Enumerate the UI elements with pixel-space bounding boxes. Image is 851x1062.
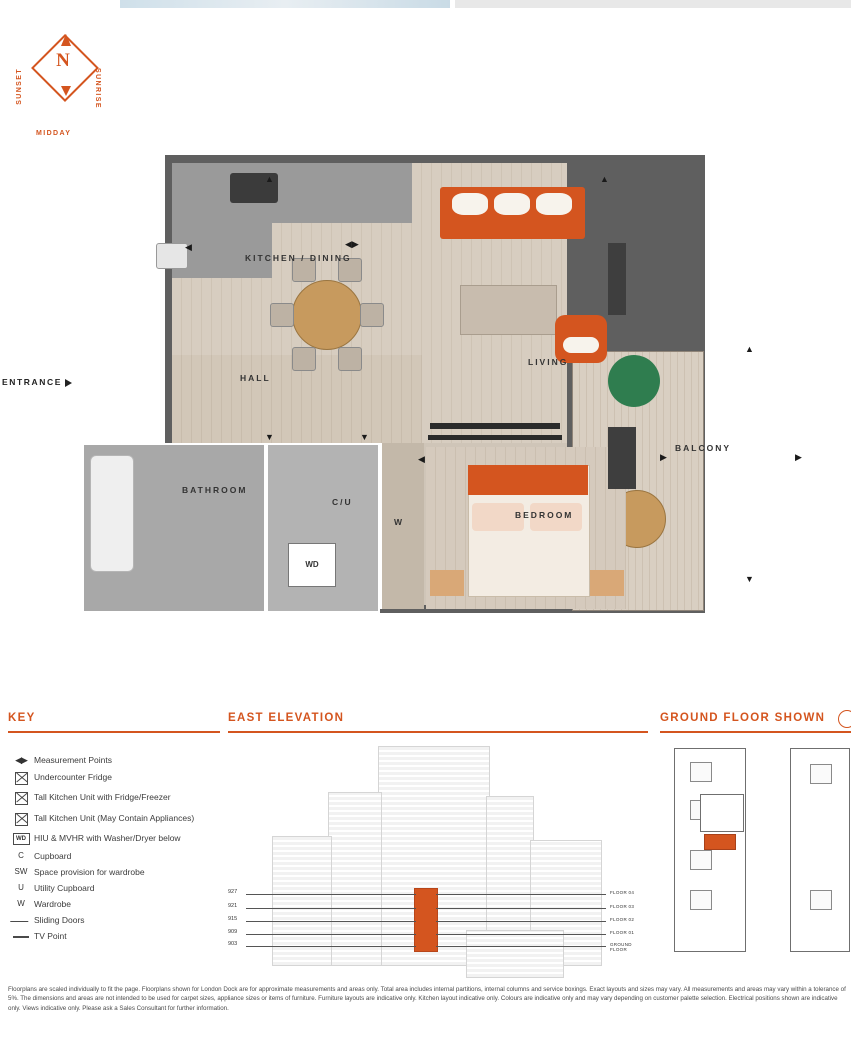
compass-needle-south-icon <box>61 86 71 96</box>
measurement-point-2: ▲ <box>600 174 609 184</box>
keyplan-unit-e <box>810 764 832 784</box>
measurement-point-8: ▶ <box>660 452 667 462</box>
key-item-label: Undercounter Fridge <box>34 771 112 782</box>
key-item-label: Sliding Doors <box>34 915 85 925</box>
key-item <box>8 755 213 766</box>
keyplan-core <box>700 794 744 832</box>
elevation-left-label: 927 <box>228 889 238 895</box>
armchair-cushion-icon <box>563 337 599 353</box>
sw-letter-icon: SW <box>14 866 28 876</box>
elevation-leader-1 <box>246 894 416 895</box>
elevation-leader-4 <box>246 934 416 935</box>
balcony-plant-icon <box>608 355 660 407</box>
measurement-point-3: ◀ <box>185 242 192 252</box>
dining-chair-3-icon <box>270 303 294 327</box>
elevation-tower-mid-left <box>328 792 382 966</box>
key-item <box>8 899 213 910</box>
tall-kitchen-unit-icon <box>8 813 34 828</box>
dining-table-icon <box>292 280 362 350</box>
wd-icon <box>8 833 34 845</box>
room-label-hall: HALL <box>240 373 271 383</box>
room-label-balcony: BALCONY <box>675 443 732 453</box>
measurement-point-5: ▼ <box>265 432 274 442</box>
key-item-label: Utility Cupboard <box>34 882 95 893</box>
elevation-podium <box>466 930 564 978</box>
elevation-leader-r1 <box>436 894 606 895</box>
undercounter-fridge-icon <box>8 772 34 787</box>
bathtub-icon <box>90 455 134 572</box>
ground-floor-compass-icon <box>838 710 851 728</box>
room-label-wardrobe: W <box>394 517 403 527</box>
compass-midday-label: MIDDAY <box>36 130 72 137</box>
structural-column-1 <box>608 243 626 315</box>
c-letter-icon: C <box>18 850 24 860</box>
elevation-rule <box>228 731 648 733</box>
keyplan-highlighted-unit <box>704 834 736 850</box>
keyplan-unit-a <box>690 762 712 782</box>
elevation-left-label: 903 <box>228 941 238 947</box>
entrance-arrow-icon <box>65 379 72 387</box>
key-item-label: Measurement Points <box>34 755 112 765</box>
nightstand-left-icon <box>430 570 464 596</box>
key-item-label: Cupboard <box>34 850 72 861</box>
key-item <box>8 813 213 828</box>
floorplan-drawing <box>2 155 802 617</box>
page-top-strip <box>0 0 851 10</box>
compass-needle-north-icon <box>61 34 71 46</box>
key-legend-list <box>8 755 213 947</box>
measurement-point-10: ▼ <box>745 574 754 584</box>
key-item-label: Tall Kitchen Unit with Fridge/Freezer <box>34 792 171 802</box>
w-letter-icon: W <box>17 898 25 908</box>
nightstand-right-icon <box>590 570 624 596</box>
east-elevation-diagram <box>228 740 648 960</box>
elevation-section-title: EAST ELEVATION <box>228 712 345 724</box>
measurement-points-icon: ◀▶ <box>15 755 27 765</box>
dining-chair-4-icon <box>360 303 384 327</box>
compass-north-label: N <box>56 50 70 71</box>
key-item <box>8 833 213 845</box>
u-letter-icon: U <box>18 882 24 892</box>
header-image-sliver <box>120 0 450 8</box>
key-item-label: Tall Kitchen Unit (May Contain Appliances) <box>34 812 195 823</box>
washer-dryer-label: WD <box>305 560 319 569</box>
measurement-point-11: ▶ <box>795 452 802 462</box>
key-section-title: KEY <box>8 712 36 724</box>
room-label-cu: C/U <box>332 497 353 507</box>
coffee-table-icon <box>460 285 557 335</box>
dining-chair-6-icon <box>338 347 362 371</box>
elevation-leader-r3 <box>436 921 606 922</box>
elevation-right-label: FLOOR 04 <box>610 890 635 895</box>
elevation-right-label: FLOOR 01 <box>610 930 635 935</box>
elevation-leader-r5 <box>436 946 606 947</box>
key-rule <box>8 731 220 733</box>
ground-floor-rule <box>660 731 851 733</box>
elevation-right-label: GROUND FLOOR <box>610 942 632 952</box>
room-label-bedroom: BEDROOM <box>515 510 574 520</box>
tv-point-icon <box>8 931 34 940</box>
keyplan-unit-d <box>690 890 712 910</box>
elevation-leader-3 <box>246 921 416 922</box>
key-item <box>8 867 213 878</box>
keyplan-unit-f <box>810 890 832 910</box>
sliding-doors-icon <box>8 915 34 924</box>
elevation-right-label: FLOOR 03 <box>610 904 635 909</box>
elevation-highlighted-stack <box>414 888 438 952</box>
plan-cupboard-area <box>266 443 380 613</box>
entrance-label: ENTRANCE <box>2 377 63 387</box>
compass-rose <box>8 30 118 137</box>
key-item <box>8 792 213 807</box>
elevation-leader-2 <box>246 908 416 909</box>
measurement-point-4: ◀▶ <box>345 239 359 249</box>
wd-icon-letters: WD <box>13 833 30 845</box>
tall-kitchen-unit-fridge-freezer-icon <box>8 792 34 807</box>
washer-dryer-box <box>288 543 336 587</box>
measurement-point-6: ▼ <box>360 432 369 442</box>
keyplan-unit-c <box>690 850 712 870</box>
elevation-right-label: FLOOR 02 <box>610 917 635 922</box>
bed-headboard-icon <box>468 465 588 495</box>
disclaimer-text: Floorplans are scaled individually to fit the page. Floorplans shown for London Dock are for approximate measurements and areas only. Total area includes internal partitions, internal columns and service boxings. Exact layouts and sizes may vary. All measurements and areas may vary within a tolerance of 5%. The dimensions and areas are not intended to be used for carpet sizes, appliance sizes or items of furniture. Furniture layouts are indicative only. Kitchen layout indicative only. Colours are indicative only and may vary depending on customer palette selection. Electrical positions shown are indicative only. Views indicative only. Please ask a Sales Consultant for further information. <box>8 986 846 1012</box>
plan-kitchen-units-top <box>172 163 412 223</box>
tv-unit-icon <box>430 423 560 429</box>
compass-sunset-label: SUNSET <box>16 68 23 105</box>
tv-shelf-icon <box>428 435 562 440</box>
compass-sunrise-label: SUNRISE <box>94 68 101 109</box>
structural-column-2 <box>608 427 636 489</box>
elevation-left-label: 921 <box>228 903 238 909</box>
key-item-label: TV Point <box>34 931 67 942</box>
elevation-leader-r2 <box>436 908 606 909</box>
key-item-label: Wardrobe <box>34 898 72 909</box>
key-item <box>8 883 213 894</box>
room-label-kitchen-dining: KITCHEN / DINING <box>245 253 352 263</box>
room-label-living: LIVING <box>528 357 569 367</box>
key-item <box>8 915 213 926</box>
measurement-point-1: ▲ <box>265 174 274 184</box>
key-item <box>8 931 213 942</box>
header-grey-bar <box>455 0 851 8</box>
entrance-marker <box>2 377 72 387</box>
sofa-cushion-3-icon <box>536 193 572 215</box>
dining-chair-5-icon <box>292 347 316 371</box>
key-item <box>8 772 213 787</box>
key-item-label: HIU & MVHR with Washer/Dryer below <box>34 833 181 843</box>
elevation-left-label: 909 <box>228 929 238 935</box>
sink-icon <box>156 243 188 269</box>
sofa-cushion-2-icon <box>494 193 530 215</box>
ground-floor-keyplan <box>660 740 851 960</box>
ground-floor-section-title: GROUND FLOOR SHOWN <box>660 712 826 724</box>
room-label-bathroom: BATHROOM <box>182 485 248 495</box>
key-item-label: Space provision for wardrobe <box>34 866 145 877</box>
sofa-cushion-1-icon <box>452 193 488 215</box>
key-item <box>8 851 213 862</box>
measurement-point-9: ▲ <box>745 344 754 354</box>
elevation-leader-5 <box>246 946 416 947</box>
measurement-point-7: ◀ <box>418 454 425 464</box>
elevation-leader-r4 <box>436 934 606 935</box>
elevation-left-label: 915 <box>228 916 238 922</box>
